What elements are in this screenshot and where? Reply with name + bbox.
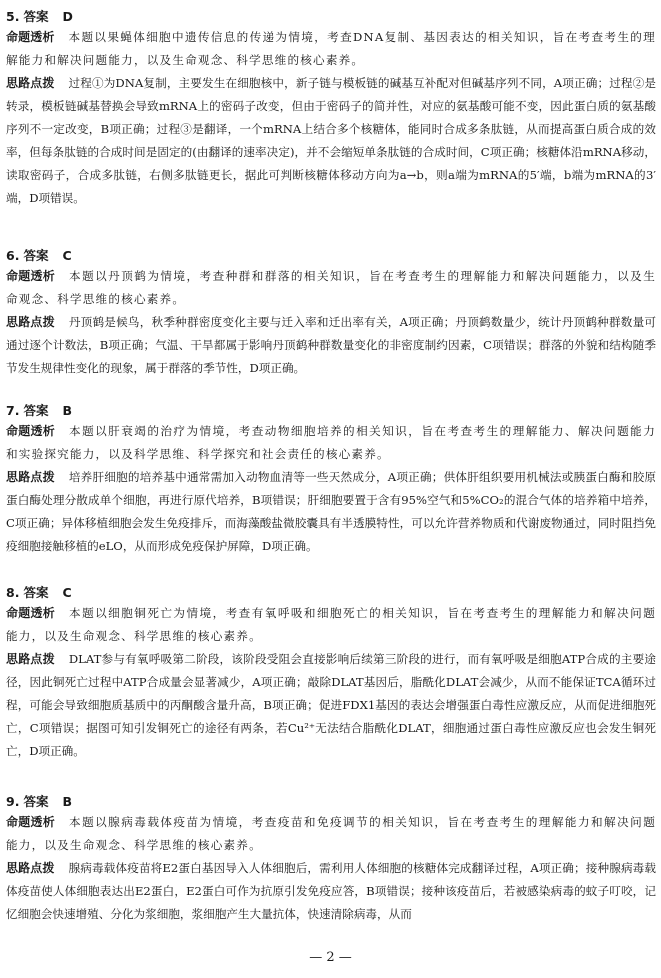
- analysis-paragraph: [6, 72, 656, 210]
- question-number: 7.: [6, 403, 20, 418]
- answer-letter: B: [62, 794, 72, 809]
- question-number: 8.: [6, 585, 20, 600]
- intro-text: 本题以细胞铜死亡为情境，考查有氧呼吸和细胞死亡的相关知识，旨在考查考生的理解能力和解决问题能力，以及生命观念、科学思维的核心素养。: [6, 606, 656, 643]
- intro-paragraph: [6, 420, 656, 466]
- analysis-label: 思路点拨: [6, 652, 55, 666]
- analysis-label: 思路点拨: [6, 470, 55, 484]
- answer-letter: C: [62, 585, 72, 600]
- analysis-paragraph: [6, 857, 656, 926]
- question-5: [6, 8, 656, 210]
- answer-header: [6, 402, 656, 420]
- intro-text: 本题以腺病毒载体疫苗为情境，考查疫苗和免疫调节的相关知识，旨在考查考生的理解能力和解决问题能力，以及生命观念、科学思维的核心素养。: [6, 815, 656, 852]
- analysis-text: 丹顶鹤是候鸟，秋季种群密度变化主要与迁入率和迁出率有关，A项正确；丹顶鹤数量少，统计丹顶鹤种群数量可通过逐个计数法，B项正确；气温、干旱都属于影响丹顶鹤种群数量变化的非密度制约因素，C项错误；群落的外貌和结构随季节发生规律性变化的现象，属于群落的季节性，D项正确。: [6, 315, 656, 375]
- answer-header: [6, 247, 656, 265]
- analysis-label: 思路点拨: [6, 315, 55, 329]
- page-number: — 2 —: [309, 950, 352, 965]
- analysis-paragraph: [6, 648, 656, 763]
- intro-text: 本题以果蝇体细胞中遗传信息的传递为情境，考查DNA复制、基因表达的相关知识，旨在考查考生的理解能力和解决问题能力，以及生命观念、科学思维的核心素养。: [6, 30, 656, 67]
- analysis-label: 思路点拨: [6, 76, 55, 90]
- analysis-paragraph: [6, 311, 656, 380]
- question-9: [6, 793, 656, 926]
- analysis-text: DLAT参与有氧呼吸第二阶段，该阶段受阻会直接影响后续第三阶段的进行，而有氧呼吸是细胞ATP合成的主要途径，因此铜死亡过程中ATP合成量会显著减少，A项正确；敲除DLAT基因后，脂酰化DLAT会减少，从而不能保证TCA循环过程，可能会导致细胞质基质中的丙酮酸含量升高，B项正确；促进FDX1基因的表达会增强蛋白毒性应激反应，从而促进细胞死亡，C项错误；据图可知引发铜死亡的途径有两条，若Cu²⁺无法结合脂酰化DLAT，细胞通过蛋白毒性应激反应也会发生铜死亡，D项正确。: [6, 652, 656, 758]
- intro-text: 本题以丹顶鹤为情境，考查种群和群落的相关知识，旨在考查考生的理解能力和解决问题能力，以及生命观念、科学思维的核心素养。: [6, 269, 656, 306]
- intro-label: 命题透析: [6, 815, 56, 829]
- answer-letter: C: [62, 248, 72, 263]
- intro-label: 命题透析: [6, 269, 56, 283]
- question-number: 9.: [6, 794, 20, 809]
- intro-text: 本题以肝衰竭的治疗为情境，考查动物细胞培养的相关知识，旨在考查考生的理解能力、解决问题能力和实验探究能力，以及科学思维、科学探究和社会责任的核心素养。: [6, 424, 656, 461]
- answer-header: [6, 584, 656, 602]
- analysis-label: 思路点拨: [6, 861, 55, 875]
- question-7: [6, 402, 656, 558]
- question-number: 6.: [6, 248, 20, 263]
- question-8: [6, 584, 656, 763]
- answer-label: 答案: [23, 248, 49, 263]
- answer-letter: D: [62, 9, 73, 24]
- intro-label: 命题透析: [6, 424, 56, 438]
- analysis-text: 腺病毒载体疫苗将E2蛋白基因导入人体细胞后，需利用人体细胞的核糖体完成翻译过程，A项正确；接种腺病毒载体疫苗使人体细胞表达出E2蛋白，E2蛋白可作为抗原引发免疫应答，B项错误；接种该疫苗后，若被感染病毒的蚊子叮咬，记忆细胞会快速增殖、分化为浆细胞，浆细胞产生大量抗体，快速清除病毒，从而: [6, 861, 656, 921]
- question-6: [6, 247, 656, 380]
- analysis-paragraph: [6, 466, 656, 558]
- answer-label: 答案: [23, 9, 49, 24]
- intro-paragraph: [6, 265, 656, 311]
- question-number: 5.: [6, 9, 20, 24]
- intro-label: 命题透析: [6, 606, 56, 620]
- answer-header: [6, 793, 656, 811]
- analysis-text: 过程①为DNA复制，主要发生在细胞核中，新子链与模板链的碱基互补配对但碱基序列不同，A项正确；过程②是转录，模板链碱基替换会导致mRNA上的密码子改变，但由于密码子的简并性，对应的氨基酸可能不变，因此蛋白质的氨基酸序列不一定改变，B项正确；过程③是翻译，一个mRNA上结合多个核糖体，能同时合成多条肽链，从而提高蛋白质合成的效率，但每条肽链的合成时间是固定的(由翻译的速率决定)，并不会缩短单条肽链的合成时间，C项正确；核糖体沿mRNA移动，读取密码子，合成多肽链，右侧多肽链更长，据此可判断核糖体移动方向为a→b，则a端为mRNA的5′端，b端为mRNA的3′端，D项错误。: [6, 76, 656, 205]
- intro-paragraph: [6, 602, 656, 648]
- answer-header: [6, 8, 656, 26]
- answer-label: 答案: [23, 403, 49, 418]
- analysis-text: 培养肝细胞的培养基中通常需加入动物血清等一些天然成分，A项正确；供体肝组织要用机械法或胰蛋白酶和胶原蛋白酶处理分散成单个细胞，再进行原代培养，B项错误；肝细胞要置于含有95%空气和5%CO₂的混合气体的培养箱中培养，C项正确；异体移植细胞会发生免疫排斥，而海藻酸盐微胶囊具有半透膜特性，可以允许营养物质和代谢废物通过，同时阻挡免疫细胞接触移植的eLO，从而形成免疫保护屏障，D项正确。: [6, 470, 656, 553]
- intro-paragraph: [6, 811, 656, 857]
- answer-letter: B: [62, 403, 72, 418]
- answer-label: 答案: [23, 585, 49, 600]
- answer-label: 答案: [23, 794, 49, 809]
- intro-paragraph: [6, 26, 656, 72]
- intro-label: 命题透析: [6, 30, 55, 44]
